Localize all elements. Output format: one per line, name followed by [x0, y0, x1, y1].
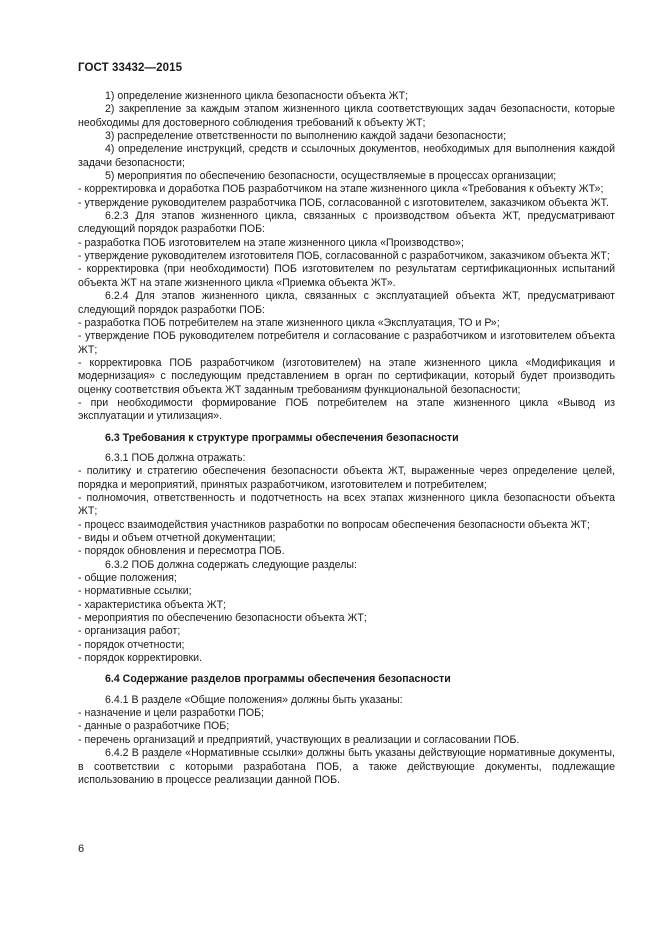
- list-item: 3) распределение ответственности по выполнению каждой задачи безопасности;: [105, 130, 507, 143]
- list-item: - нормативные ссылки;: [78, 585, 192, 598]
- list-item: - при необходимости формирование ПОБ потребителем на этапе жизненного цикла «Вывод из эксплуатации и утилизация».: [78, 396, 615, 423]
- list-item: - порядок обновления и пересмотра ПОБ.: [78, 545, 285, 558]
- list-item: - назначение и цели разработки ПОБ;: [78, 707, 264, 720]
- section-heading: 6.3 Требования к структуре программы обеспечения безопасности: [105, 431, 459, 444]
- list-item: - утверждение руководителем разработчика ПОБ, согласованной с изготовителем, заказчиком объекта ЖТ.: [78, 196, 609, 209]
- list-item: 1) определение жизненного цикла безопасности объекта ЖТ;: [105, 90, 409, 102]
- list-item: - корректировка (при необходимости) ПОБ изготовителем по результатам сертификационных испытаний объекта ЖТ на этапе жизненного цикла «Приемка объекта ЖТ».: [78, 263, 615, 289]
- list-item: - порядок корректировки.: [78, 652, 203, 665]
- section-heading: 6.4 Содержание разделов программы обеспечения безопасности: [105, 673, 451, 686]
- list-item: - разработка ПОБ потребителем на этапе жизненного цикла «Эксплуатация, ТО и Р»;: [78, 316, 500, 329]
- list-item: - утверждение руководителем изготовителя ПОБ, согласованной с разработчиком, заказчиком объекта ЖТ;: [78, 250, 610, 263]
- document-body: [78, 90, 615, 787]
- list-item: 5) мероприятия по обеспечению безопасности, осуществляемые в процессах организации;: [105, 170, 557, 183]
- list-item: - общие положения;: [78, 572, 177, 585]
- clause-paragraph: 6.3.1 ПОБ должна отражать:: [105, 451, 246, 464]
- list-item: - характеристика объекта ЖТ;: [78, 598, 227, 611]
- list-item: - виды и объем отчетной документации;: [78, 532, 276, 544]
- list-item: - разработка ПОБ изготовителем на этапе жизненного цикла «Производство»;: [78, 236, 464, 249]
- clause-paragraph: 6.2.3 Для этапов жизненного цикла, связанных с производством объекта ЖТ, предусматривают следующий порядок разработки ПОБ:: [78, 210, 615, 236]
- list-item: 2) закрепление за каждым этапом жизненного цикла соответствующих задач безопасности, которые необходимы для достоверного соблюдения требований к объекту ЖТ;: [78, 103, 615, 129]
- list-item: - данные о разработчике ПОБ;: [78, 720, 230, 733]
- clause-paragraph: 6.3.2 ПОБ должна содержать следующие разделы:: [105, 558, 357, 571]
- list-item: - мероприятия по обеспечению безопасности объекта ЖТ;: [78, 612, 367, 625]
- list-item: - порядок отчетности;: [78, 638, 185, 651]
- clause-paragraph: 6.4.2 В разделе «Нормативные ссылки» должны быть указаны действующие нормативные документы, в соответствии с которыми разработана ПОБ, а также действующие документы, подлежащие использованию в процессе реализации данной ПОБ.: [78, 747, 615, 786]
- page-number: 6: [78, 843, 85, 855]
- list-item: - полномочия, ответственность и подотчетность на всех этапах жизненного цикла безопасности объекта ЖТ;: [78, 491, 615, 518]
- list-item: - организация работ;: [78, 625, 181, 638]
- clause-paragraph: 6.4.1 В разделе «Общие положения» должны быть указаны:: [105, 693, 403, 706]
- list-item: 4) определение инструкций, средств и ссылочных документов, необходимых для выполнения каждой задачи безопасности;: [78, 143, 615, 169]
- list-item: - корректировка и доработка ПОБ разработчиком на этапе жизненного цикла «Требования к объекту ЖТ»;: [78, 183, 604, 196]
- list-item: - корректировка ПОБ разработчиком (изготовителем) на этапе жизненного цикла «Модификация и модернизация» с последующим представлением в орган по сертификации, который будет производить оценку соответствия объекта ЖТ заданным требованиям функциональной безопасности;: [78, 356, 615, 396]
- list-item: - процесс взаимодействия участников разработки по вопросам обеспечения безопасности объекта ЖТ;: [78, 518, 590, 531]
- clause-paragraph: 6.2.4 Для этапов жизненного цикла, связанных с эксплуатацией объекта ЖТ, предусматривают следующий порядок разработки ПОБ:: [78, 290, 615, 316]
- list-item: - утверждение ПОБ руководителем потребителя и согласование с разработчиком и изготовителем объекта ЖТ;: [78, 330, 615, 356]
- list-item: - перечень организаций и предприятий, участвующих в реализации и согласовании ПОБ.: [78, 733, 520, 746]
- list-item: - политику и стратегию обеспечения безопасности объекта ЖТ, выраженные через определение целей, порядка и мероприятий, принятых разработчиком, изготовителем и потребителем;: [78, 465, 615, 491]
- document-number-header: ГОСТ 33432—2015: [78, 62, 183, 74]
